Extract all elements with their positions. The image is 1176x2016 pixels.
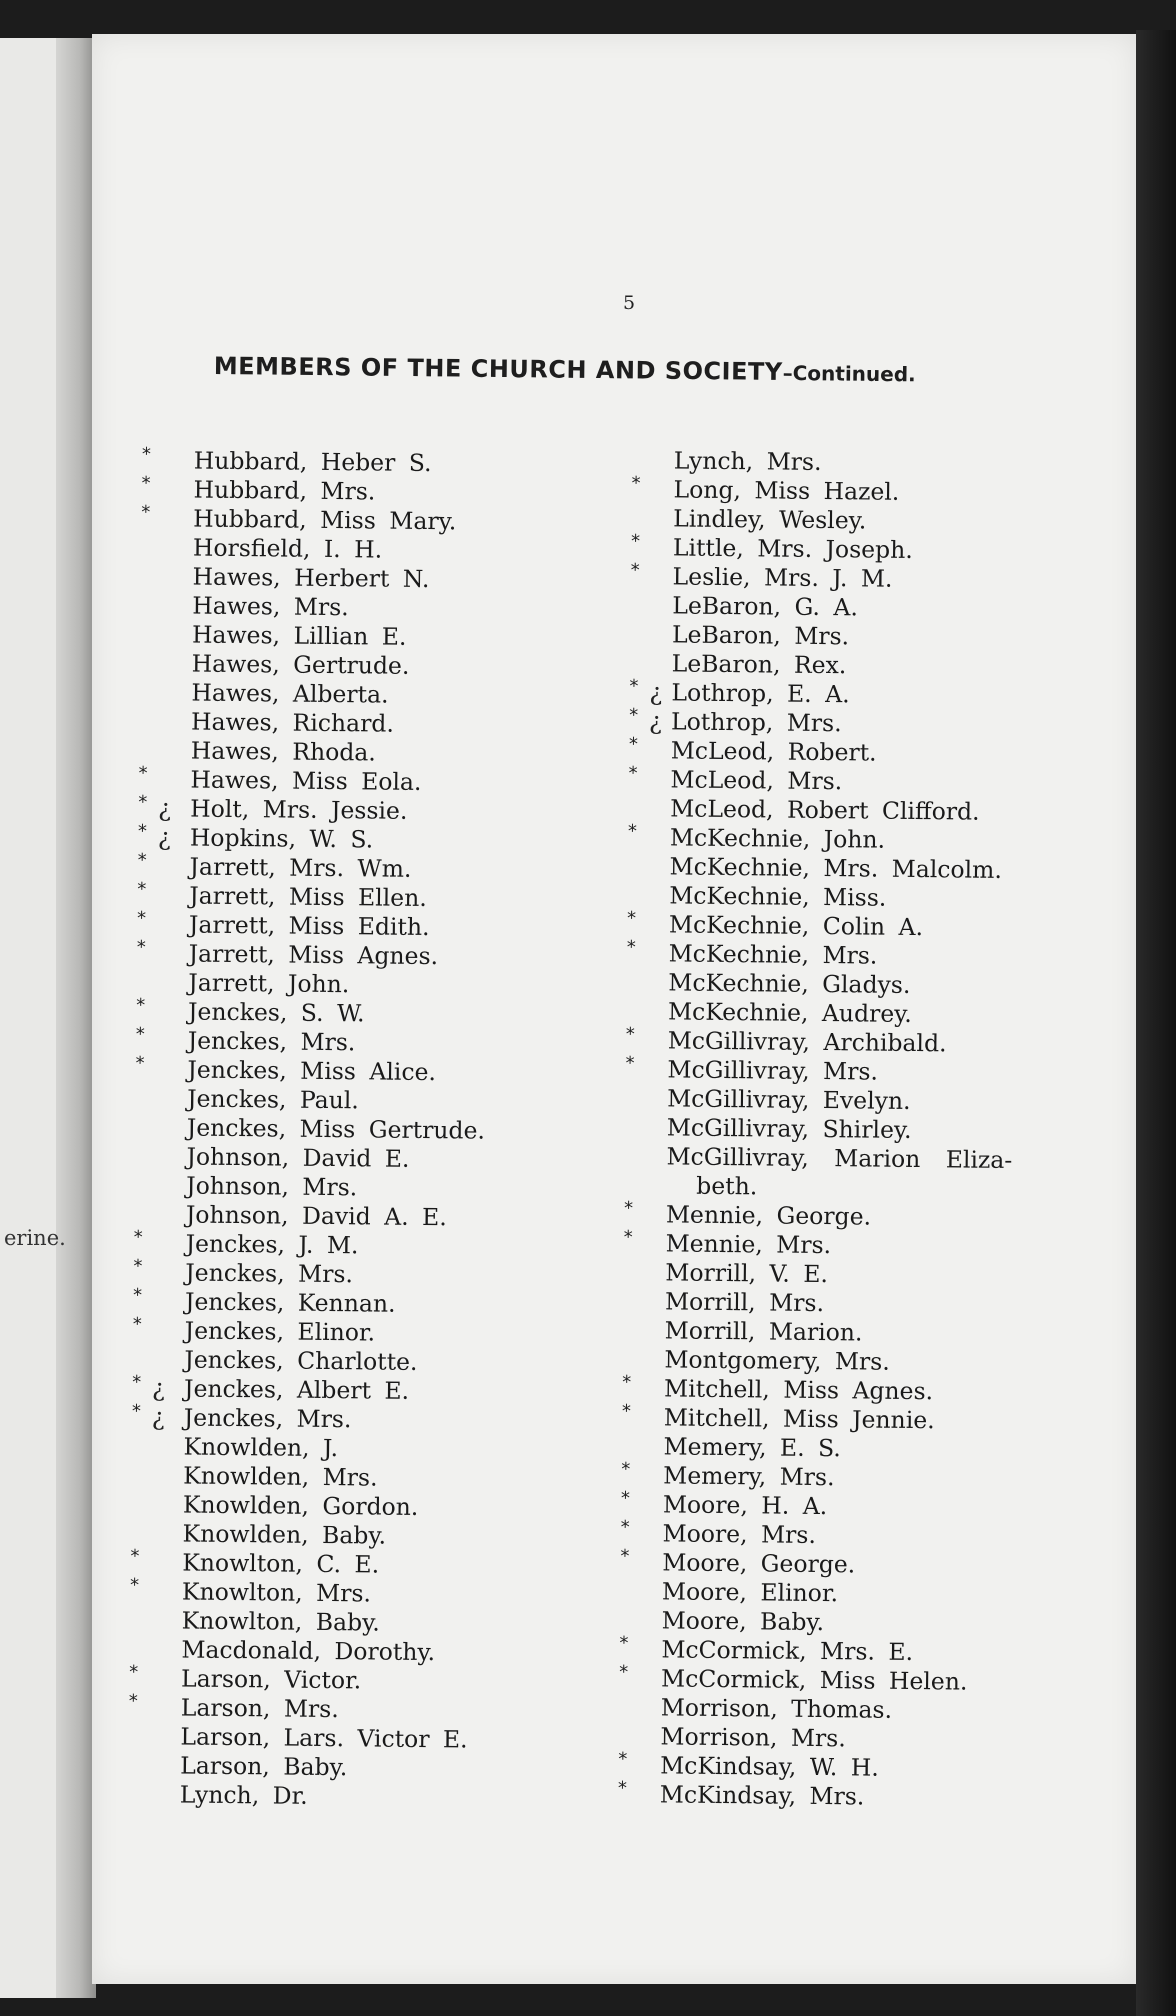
member-name: Knowlton, Mrs. [181, 1577, 372, 1608]
member-entry [135, 1052, 555, 1088]
member-entry [139, 707, 559, 740]
member-name: McKechnie, Audrey. [667, 997, 912, 1028]
asterisk-marker: * [136, 994, 146, 1017]
asterisk-marker: * [619, 1661, 629, 1684]
member-name: LeBaron, G. A. [672, 591, 859, 622]
member-name: Morrison, Thomas. [660, 1693, 893, 1724]
member-entry [131, 1490, 551, 1523]
member-name: Memery, Mrs. [663, 1461, 835, 1492]
asterisk-marker: * [627, 820, 638, 843]
member-name: Jenckes, Miss Alice. [187, 1055, 437, 1087]
member-name: Hubbard, Mrs. [193, 475, 376, 506]
asterisk-marker: * [621, 1458, 631, 1481]
member-entry [133, 1226, 553, 1262]
member-name: Knowlden, J. [183, 1432, 339, 1463]
member-name: Jenckes, Elinor. [184, 1316, 376, 1347]
asterisk-marker: * [623, 1197, 634, 1220]
member-entry [130, 1519, 550, 1552]
asterisk-marker: * [141, 501, 151, 524]
member-name: Jenckes, Kennan. [184, 1287, 396, 1318]
member-name: Mitchell, Miss Jennie. [663, 1403, 935, 1435]
asterisk-marker: * [130, 1545, 140, 1568]
asterisk-marker: * [128, 1690, 138, 1713]
member-entry [140, 591, 560, 624]
member-entry [137, 878, 557, 914]
member-name: beth. [696, 1171, 758, 1201]
member-entry [128, 1780, 548, 1813]
member-name: Johnson, David E. [186, 1142, 410, 1173]
member-name: Lothrop, Mrs. [670, 707, 842, 738]
member-entry [132, 1284, 553, 1320]
asterisk-marker: * [137, 820, 148, 843]
asterisk-marker: * [620, 1487, 631, 1510]
asterisk-marker: * [141, 444, 152, 466]
member-entry [132, 1371, 552, 1407]
heading-continued: –Continued. [782, 360, 916, 387]
asterisk-marker: * [138, 791, 148, 814]
member-name: Moore, George. [662, 1548, 856, 1579]
member-name: McKindsay, Mrs. [659, 1780, 865, 1811]
member-name: Knowlden, Gordon. [182, 1490, 419, 1521]
asterisk-marker: * [623, 1226, 633, 1249]
member-entry [139, 736, 559, 769]
member-name: Lynch, Dr. [179, 1780, 308, 1810]
member-name: Mennie, George. [665, 1200, 872, 1231]
member-entry [134, 1142, 554, 1175]
asterisk-marker: * [132, 1284, 143, 1307]
member-name: Jenckes, Charlotte. [184, 1345, 418, 1376]
member-name: Hawes, Lillian E. [191, 620, 407, 651]
member-entry [135, 1023, 556, 1059]
asterisk-marker: * [621, 1400, 631, 1423]
member-name: Leslie, Mrs. J. M. [672, 562, 893, 593]
heading-title: MEMBERS OF THE CHURCH AND SOCIETY [213, 352, 783, 386]
member-name: Hawes, Herbert N. [192, 562, 430, 594]
member-name: Moore, H. A. [662, 1490, 828, 1521]
member-entry [138, 791, 558, 827]
member-name: McGillivray, Mrs. [667, 1055, 879, 1086]
asterisk-marker: * [630, 530, 641, 553]
member-name: Larson, Mrs. [180, 1693, 339, 1724]
asterisk-marker: * [630, 559, 640, 582]
member-name: Long, Miss Hazel. [673, 475, 900, 506]
inverted-question-marker: ¿ [648, 707, 663, 736]
asterisk-marker: * [620, 1516, 630, 1539]
member-entry [136, 936, 557, 972]
member-name: Jarrett, Miss Edith. [188, 910, 430, 942]
member-name: Moore, Baby. [661, 1606, 825, 1637]
member-entry [141, 472, 561, 508]
member-name: Knowlton, Baby. [181, 1606, 380, 1637]
asterisk-marker: * [626, 936, 636, 959]
members-list-left [128, 446, 562, 1813]
member-name: Jenckes, J. M. [185, 1229, 359, 1260]
member-name: McKechnie, Gladys. [668, 968, 911, 999]
asterisk-marker: * [619, 1632, 629, 1655]
asterisk-marker: * [133, 1255, 143, 1278]
member-entry [135, 1113, 555, 1146]
member-entry [140, 620, 560, 653]
asterisk-marker: * [132, 1371, 142, 1394]
member-entry [131, 1400, 552, 1436]
asterisk-marker: * [625, 1052, 635, 1075]
member-name: Hubbard, Heber S. [193, 446, 432, 478]
member-name: McLeod, Robert. [670, 736, 877, 767]
member-name: Little, Mrs. Joseph. [672, 533, 913, 564]
member-entry [128, 1722, 548, 1755]
member-name: Jarrett, Miss Ellen. [189, 881, 427, 913]
asterisk-marker: * [138, 762, 148, 785]
member-name: Morrill, Mrs. [664, 1287, 825, 1318]
member-name: Hawes, Rhoda. [190, 736, 376, 767]
member-name: Larson, Lars. Victor E. [180, 1722, 468, 1754]
member-name: Moore, Mrs. [662, 1519, 817, 1549]
member-entry [140, 649, 560, 682]
member-name: Mennie, Mrs. [665, 1229, 832, 1260]
inverted-question-marker: ¿ [151, 1374, 166, 1403]
member-name: Johnson, Mrs. [186, 1171, 358, 1202]
asterisk-marker: * [136, 907, 147, 930]
member-name: Horsfield, I. H. [192, 533, 383, 564]
member-entry [131, 1461, 551, 1494]
asterisk-marker: * [626, 907, 637, 930]
page-heading [214, 352, 1114, 389]
asterisk-marker: * [137, 849, 147, 872]
member-name: McKechnie, Colin A. [668, 910, 924, 942]
asterisk-marker: * [129, 1661, 139, 1684]
book-gutter [56, 38, 96, 1998]
left-page-text-fragment: erine. [4, 1226, 66, 1250]
member-entry [131, 1432, 551, 1465]
member-entry [141, 533, 561, 566]
member-name: Hawes, Gertrude. [191, 649, 410, 680]
member-name: McLeod, Mrs. [670, 765, 843, 796]
member-entry [138, 762, 558, 798]
member-entry [129, 1635, 549, 1668]
member-entry [136, 994, 556, 1030]
member-entry [134, 1200, 554, 1233]
asterisk-marker: * [631, 472, 641, 495]
member-name: McGillivray, Evelyn. [667, 1084, 911, 1115]
member-name: Hawes, Mrs. [192, 591, 349, 622]
member-entry [141, 501, 561, 537]
document-page [92, 34, 1136, 1984]
member-name: Hopkins, W. S. [189, 823, 374, 854]
asterisk-marker: * [135, 1023, 145, 1046]
asterisk-marker: * [617, 1777, 628, 1800]
asterisk-marker: * [137, 878, 147, 901]
inverted-question-marker: ¿ [151, 1403, 165, 1432]
member-entry [142, 446, 562, 479]
member-name: Larson, Baby. [180, 1751, 348, 1782]
member-entry [137, 849, 557, 885]
asterisk-marker: * [625, 1023, 635, 1046]
member-entry [132, 1313, 553, 1349]
member-name: McGillivray, Marion Eliza- [666, 1142, 1013, 1175]
inverted-question-marker: ¿ [157, 823, 171, 852]
inverted-question-marker: ¿ [649, 678, 663, 707]
member-entry [137, 820, 558, 856]
member-name: Moore, Elinor. [661, 1577, 839, 1608]
member-name: Morrison, Mrs. [660, 1722, 846, 1753]
member-name: Jenckes, Mrs. [185, 1258, 354, 1289]
member-entry [129, 1661, 549, 1697]
asterisk-marker: * [135, 1052, 145, 1075]
member-name: McLeod, Robert Clifford. [670, 794, 980, 826]
member-name: McGillivray, Shirley. [666, 1113, 912, 1144]
member-name: Holt, Mrs. Jessie. [190, 794, 408, 825]
member-entry [134, 1171, 554, 1204]
member-entry [135, 1084, 555, 1117]
member-name: McKindsay, W. H. [660, 1751, 879, 1782]
member-name: Lindley, Wesley. [673, 504, 867, 535]
member-name: Lothrop, E. A. [671, 678, 850, 709]
book-edge [1136, 30, 1176, 2016]
member-name: Lynch, Mrs. [673, 446, 822, 476]
member-entry [133, 1255, 553, 1291]
member-name: McCormick, Mrs. E. [661, 1635, 914, 1667]
page-number: 5 [622, 292, 636, 314]
members-list-right [618, 446, 1176, 1815]
member-name: McKechnie, John. [669, 823, 886, 854]
member-name: McKechnie, Mrs. [668, 939, 878, 970]
member-name: Jarrett, John. [188, 968, 350, 999]
asterisk-marker: * [628, 762, 638, 785]
asterisk-marker: * [622, 1371, 632, 1394]
member-name: Hawes, Miss Eola. [190, 765, 422, 796]
member-name: Hubbard, Miss Mary. [193, 504, 457, 536]
member-entry [130, 1545, 550, 1581]
member-entry [132, 1345, 552, 1378]
member-name: Jenckes, Mrs. [183, 1403, 352, 1434]
member-name: Mitchell, Miss Agnes. [663, 1374, 934, 1406]
member-entry [128, 1690, 549, 1726]
member-name: Jenckes, Miss Gertrude. [186, 1113, 486, 1145]
member-name: LeBaron, Rex. [671, 649, 847, 680]
member-name: Memery, E. S. [663, 1432, 841, 1463]
asterisk-marker: * [133, 1226, 143, 1249]
member-name: Knowlden, Baby. [182, 1519, 387, 1550]
member-name: Morrill, V. E. [665, 1258, 829, 1289]
member-name: McKechnie, Miss. [669, 881, 887, 912]
member-name: Jarrett, Miss Agnes. [188, 939, 439, 971]
member-name: Montgomery, Mrs. [664, 1345, 890, 1376]
member-entry [140, 562, 560, 595]
asterisk-marker: * [629, 704, 639, 727]
member-entry [139, 678, 559, 711]
asterisk-marker: * [618, 1748, 628, 1771]
member-name: Larson, Victor. [180, 1664, 362, 1695]
member-name: Morrill, Marion. [664, 1316, 863, 1347]
member-name: Hawes, Richard. [190, 707, 395, 738]
member-name: Jenckes, Paul. [187, 1084, 359, 1115]
member-name: Knowlton, C. E. [182, 1548, 380, 1579]
member-name: Hawes, Alberta. [191, 678, 389, 709]
asterisk-marker: * [620, 1545, 630, 1568]
member-name: Jenckes, Albert E. [183, 1374, 410, 1405]
inverted-question-marker: ¿ [158, 794, 172, 823]
asterisk-marker: * [129, 1574, 140, 1597]
member-entry [136, 968, 556, 1001]
asterisk-marker: * [132, 1313, 142, 1336]
member-name: LeBaron, Mrs. [671, 620, 850, 651]
asterisk-marker: * [131, 1400, 141, 1423]
member-entry [129, 1574, 550, 1610]
asterisk-marker: * [136, 936, 146, 959]
asterisk-marker: * [629, 675, 639, 698]
member-name: McGillivray, Archibald. [667, 1026, 947, 1058]
asterisk-marker: * [628, 733, 638, 756]
member-name: McCormick, Miss Helen. [660, 1664, 968, 1696]
member-name: Jenckes, Mrs. [187, 1026, 356, 1057]
member-name: Jarrett, Mrs. Wm. [189, 852, 412, 883]
member-entry [128, 1751, 548, 1784]
member-name: Jenckes, S. W. [187, 997, 365, 1028]
member-name: Johnson, David A. E. [185, 1200, 447, 1232]
member-name: Macdonald, Dorothy. [181, 1635, 436, 1667]
member-name: McKechnie, Mrs. Malcolm. [669, 852, 1003, 884]
asterisk-marker: * [141, 472, 151, 495]
member-entry [136, 907, 557, 943]
member-entry [617, 1777, 1176, 1815]
member-entry [130, 1606, 550, 1639]
member-name: Knowlden, Mrs. [183, 1461, 378, 1492]
